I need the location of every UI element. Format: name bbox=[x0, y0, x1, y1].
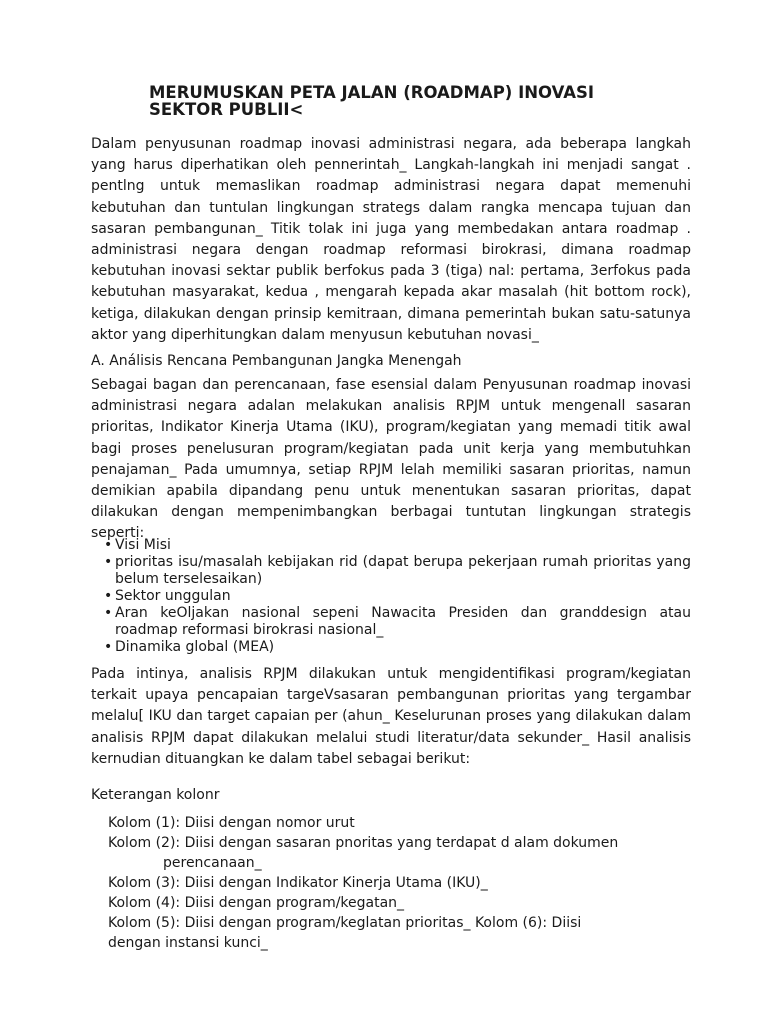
column-notes bbox=[108, 813, 691, 953]
column-note-continuation: dengan instansi kunci_ bbox=[108, 935, 268, 951]
list-item bbox=[104, 588, 691, 605]
analysis-paragraph: Pada intinya, analisis RPJM dilakukan untuk mengidentifikasi program/kegiatan terkait upaya pencapaian targeVsasaran pembangunan prioritas yang tergambar melalu[ IKU dan target capaian per (ahun_ Keselurunan proses yang dilakukan dalam analisis RPJM dapat dilakukan melalui studi literatur/data sekunder_ Hasil analisis kernudian dituangkan ke dalam tabel sebagai berikut: bbox=[91, 666, 691, 767]
column-note: Kolom (1): Diisi dengan nomor urut bbox=[108, 815, 355, 831]
keterangan-heading: Keterangan kolonr bbox=[91, 787, 220, 803]
bullet-icon: • bbox=[104, 588, 113, 604]
column-note: Kolom (5): Diisi dengan program/keglatan prioritas_ Kolom (6): Diisi bbox=[108, 915, 582, 931]
list-item-text: Sektor unggulan bbox=[115, 588, 231, 604]
list-item-text: Visi Misi bbox=[115, 537, 171, 553]
bullet-icon: • bbox=[104, 554, 113, 570]
section-a-heading: A. Análisis Rencana Pembangunan Jangka Menengah bbox=[91, 353, 462, 369]
section-a-paragraph: Sebagai bagan dan perencanaan, fase esensial dalam Penyusunan roadmap inovasi administrasi negara adalan melakukan analisis RPJM untuk mengenall sasaran prioritas, Indikator Kinerja Utama (IKU), program/kegiatan yang memadi titik awal bagi proses penelusuran program/kegiatan pada unit kerja yang membutuhkan penajaman_ Pada umumnya, setiap RPJM lelah memiliki sasaran prioritas, namun demikian apabila dipandang penu untuk menentukan sasaran prioritas, dapat dilakukan dengan mempenimbangkan berbagai tuntutan lingkungan strategis seperti: bbox=[91, 377, 691, 542]
intro-paragraph: Dalam penyusunan roadmap inovasi administrasi negara, ada beberapa langkah yang harus diperhatikan oleh pennerintah_ Langkah-langkah ini menjadi sangat . pentlng untuk memaslikan roadmap administrasi negara dapat memenuhi kebutuhan dan tuntulan lingkungan strategs dalam rangka mencapa tujuan dan sasaran pembangunan_ Titik tolak ini juga yang membedakan antara roadmap . administrasi negara dengan roadmap reformasi birokrasi, dimana roadmap kebutuhan inovasi sektar publik berfokus pada 3 (tiga) nal: pertama, 3erfokus pada kebutuhan masyarakat, kedua , mengarah kepada akar masalah (hit bottom rock), ketiga, dilakukan dengan prinsip kemitraan, dimana pemerintah bukan satu-satunya aktor yang diperhitungkan dalam menyusun kebutuhan novasi_ bbox=[91, 136, 691, 343]
strategic-list bbox=[104, 537, 691, 656]
list-item-text: Dinamika global (MEA) bbox=[115, 639, 275, 655]
list-item bbox=[104, 639, 691, 656]
column-note: Kolom (3): Diisi dengan Indikator Kinerja Utama (IKU)_ bbox=[108, 875, 488, 891]
bullet-icon: • bbox=[104, 605, 113, 621]
document-title: MERUMUSKAN PETA JALAN (ROADMAP) INOVASI SEKTOR PUBLII< bbox=[149, 83, 595, 119]
list-item bbox=[104, 537, 691, 554]
column-note: Kolom (2): Diisi dengan sasaran pnoritas yang terdapat d alam dokumen bbox=[108, 835, 619, 851]
column-note-continuation: perencanaan_ bbox=[163, 855, 262, 871]
list-item-text: prioritas isu/masalah kebijakan rid (dapat berupa pekerjaan rumah prioritas yang belum terselesaikan) bbox=[115, 554, 691, 587]
bullet-icon: • bbox=[104, 537, 113, 553]
column-note: Kolom (4): Diisi dengan program/kegatan_ bbox=[108, 895, 405, 911]
list-item bbox=[104, 605, 691, 639]
list-item bbox=[104, 554, 691, 588]
list-item-text: Aran keOljakan nasional sepeni Nawacita Presiden dan granddesign atau roadmap reformasi birokrasi nasional_ bbox=[115, 605, 691, 638]
bullet-icon: • bbox=[104, 639, 113, 655]
